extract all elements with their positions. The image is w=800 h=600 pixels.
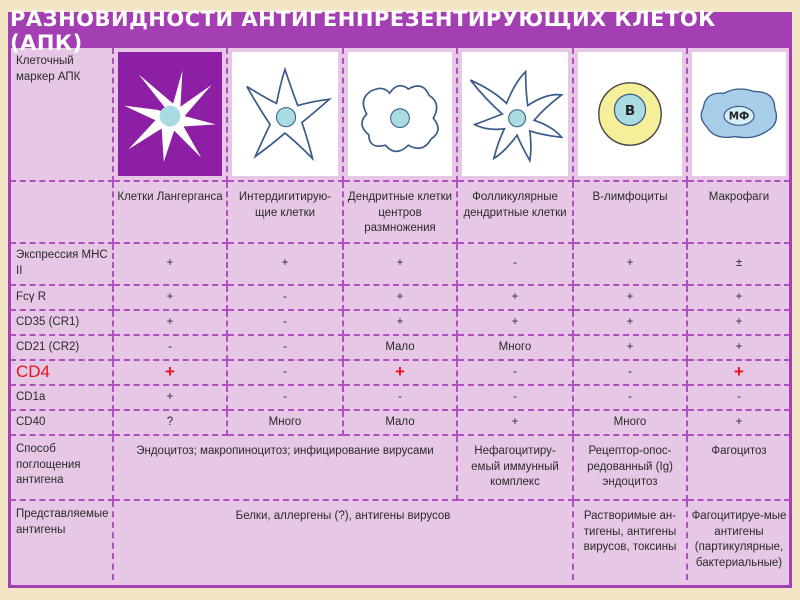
follicular-dendritic-cell-image	[458, 48, 574, 182]
table-cell: +	[574, 311, 688, 336]
table-cell: +	[688, 311, 790, 336]
table-cell: +	[344, 286, 458, 311]
table-cell: +	[114, 311, 228, 336]
table-cell: -	[228, 361, 344, 386]
row-label-uptake: Способ поглощения антигена	[10, 436, 114, 501]
column-header: B-лимфоциты	[574, 182, 688, 244]
table-cell: -	[344, 386, 458, 411]
table-cell: -	[114, 336, 228, 361]
b-lymphocyte-icon	[578, 52, 682, 176]
table-cell: -	[458, 244, 574, 286]
follicular-dendritic-cell-icon	[462, 52, 568, 176]
langerhans-cell-icon	[118, 52, 222, 176]
table-cell: -	[228, 311, 344, 336]
table-cell: Много	[458, 336, 574, 361]
table-cell: +	[574, 286, 688, 311]
table-cell: -	[458, 386, 574, 411]
row-label-cd40: CD40	[10, 411, 114, 436]
column-header: Дендритные клетки центров размножения	[344, 182, 458, 244]
table-cell: Мало	[344, 336, 458, 361]
germinal-dendritic-cell-icon	[348, 52, 452, 176]
table-cell: +	[344, 311, 458, 336]
header-empty-cell	[10, 182, 114, 244]
table-cell: -	[574, 386, 688, 411]
table-cell: +	[688, 286, 790, 311]
row-label-antigens: Представляемые антигены	[10, 501, 114, 580]
table-cell: -	[228, 286, 344, 311]
uptake-b-cells: Рецептор-опос-редованный (Ig) эндоцитоз	[574, 436, 688, 501]
table-cell-cd4: +	[344, 361, 458, 386]
b-cell-label: B	[624, 103, 636, 120]
uptake-dendritic: Эндоцитоз; макропиноцитоз; инфицирование вирусами	[114, 436, 458, 501]
table-cell-cd4: +	[688, 361, 790, 386]
table-cell: +	[458, 311, 574, 336]
row-label-fc: Fcγ R	[10, 286, 114, 311]
row-label-cd1a: CD1a	[10, 386, 114, 411]
macrophage-icon	[692, 52, 786, 176]
table-cell: -	[688, 386, 790, 411]
table-cell: Много	[574, 411, 688, 436]
uptake-follicular: Нефагоцитиру-емый иммунный комплекс	[458, 436, 574, 501]
table-cell: +	[574, 244, 688, 286]
table-cell: +	[114, 286, 228, 311]
row-label-cd35: CD35 (CR1)	[10, 311, 114, 336]
apc-table	[10, 48, 790, 580]
table-cell: +	[344, 244, 458, 286]
table-cell: -	[574, 361, 688, 386]
table-cell: +	[228, 244, 344, 286]
table-cell: +	[688, 411, 790, 436]
table-cell: +	[574, 336, 688, 361]
column-header: Клетки Лангерганса	[114, 182, 228, 244]
germinal-dendritic-cell-image	[344, 48, 458, 182]
row-label-mhc: Экспрессия МНС II	[10, 244, 114, 286]
page-title: РАЗНОВИДНОСТИ АНТИГЕНПРЕЗЕНТИРУЮЩИХ КЛЕТОК (АПК)	[10, 7, 716, 55]
table-cell: +	[114, 386, 228, 411]
interdigitating-cell-image	[228, 48, 344, 182]
table-cell: -	[228, 386, 344, 411]
table-cell: -	[458, 361, 574, 386]
row-label-cd21: CD21 (CR2)	[10, 336, 114, 361]
row-label-cd4: CD4	[10, 361, 114, 386]
title-bar	[10, 7, 790, 55]
table-cell: -	[228, 336, 344, 361]
column-header: Фолликулярные дендритные клетки	[458, 182, 574, 244]
table-cell: Мало	[344, 411, 458, 436]
uptake-macrophages: Фагоцитоз	[688, 436, 790, 501]
interdigitating-cell-icon	[232, 52, 338, 176]
table-cell: +	[458, 286, 574, 311]
langerhans-cell-image	[114, 48, 228, 182]
table-cell: Много	[228, 411, 344, 436]
table-cell: +	[688, 336, 790, 361]
table-cell: +	[114, 244, 228, 286]
table-cell: ?	[114, 411, 228, 436]
column-header: Макрофаги	[688, 182, 790, 244]
antigens-macrophages: Фагоцитируе-мые антигены (партикулярные, бактериальные)	[691, 510, 787, 569]
antigens-b-cells: Растворимые ан-тигены, антигены вирусов, токсины	[574, 501, 688, 580]
column-header: Интердигитирую-щие клетки	[228, 182, 344, 244]
row-label-marker: Клеточный маркер АПК	[10, 48, 114, 182]
b-lymphocyte-image	[574, 48, 688, 182]
table-cell: +	[458, 411, 574, 436]
antigens-dendritic: Белки, аллергены (?), антигены вирусов	[114, 501, 574, 580]
table-cell-cd4: +	[114, 361, 228, 386]
macrophage-image	[688, 48, 790, 182]
table-cell: ±	[688, 244, 790, 286]
mf-label: МФ	[728, 110, 750, 123]
